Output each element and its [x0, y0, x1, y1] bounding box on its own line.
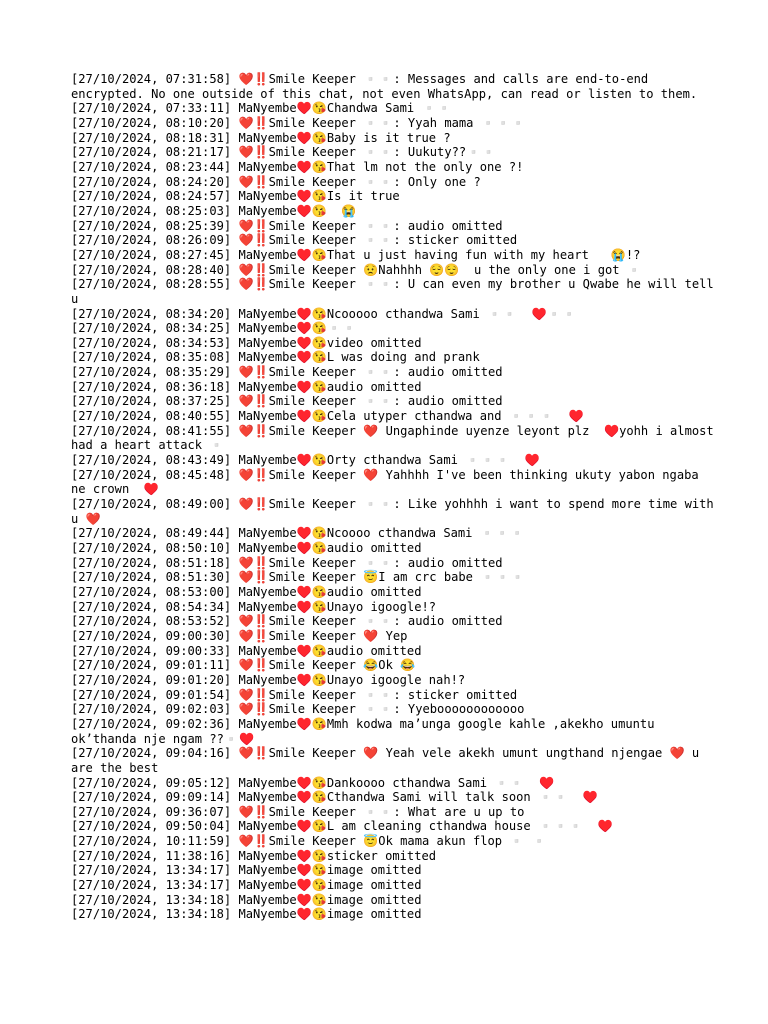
chat-line: [27/10/2024, 08:49:00] ❤️‼️Smile Keeper ▫️▫️: Like yohhhh i want to spend more time with u ❤️: [71, 497, 721, 526]
chat-line: [27/10/2024, 08:23:44] MaNyembe♥️😘That lm not the only one ?!: [71, 159, 524, 174]
chat-line: [27/10/2024, 09:04:16] ❤️‼️Smile Keeper ❤️ Yeah vele akekh umunt ungthand njengae ❤️ u are the best: [71, 746, 707, 775]
chat-line: [27/10/2024, 08:53:52] ❤️‼️Smile Keeper ▫️▫️: audio omitted: [71, 614, 503, 629]
chat-line: [27/10/2024, 09:01:54] ❤️‼️Smile Keeper ▫️▫️: sticker omitted: [71, 687, 518, 702]
chat-line: [27/10/2024, 08:37:25] ❤️‼️Smile Keeper ▫️▫️: audio omitted: [71, 394, 503, 409]
chat-line: [27/10/2024, 11:38:16] MaNyembe♥️😘sticker omitted: [71, 848, 437, 863]
chat-line: [27/10/2024, 08:34:20] MaNyembe♥️😘Ncooooo cthandwa Sami ▫️▫️ ♥️▫️▫️: [71, 306, 577, 321]
chat-line: [27/10/2024, 08:40:55] MaNyembe♥️😘Cela utyper cthandwa and ▫️▫️▫️ ♥️: [71, 409, 584, 424]
chat-line: [27/10/2024, 08:24:57] MaNyembe♥️😘Is it true: [71, 189, 400, 204]
chat-line: [27/10/2024, 08:36:18] MaNyembe♥️😘audio omitted: [71, 379, 422, 394]
chat-line: [27/10/2024, 08:35:29] ❤️‼️Smile Keeper ▫️▫️: audio omitted: [71, 365, 503, 380]
chat-line: [27/10/2024, 08:24:20] ❤️‼️Smile Keeper ▫️▫️: Only one ?: [71, 174, 481, 189]
chat-line: [27/10/2024, 09:00:30] ❤️‼️Smile Keeper ❤️ Yep: [71, 628, 408, 643]
chat-line: [27/10/2024, 09:01:11] ❤️‼️Smile Keeper 😂Ok 😂: [71, 658, 416, 673]
chat-line: [27/10/2024, 08:53:00] MaNyembe♥️😘audio omitted: [71, 584, 422, 599]
chat-line: [27/10/2024, 08:21:17] ❤️‼️Smile Keeper ▫️▫️: Uukuty??▫️▫️: [71, 145, 497, 160]
chat-line: [27/10/2024, 08:34:25] MaNyembe♥️😘▫️▫️: [71, 321, 357, 336]
chat-line: [27/10/2024, 08:41:55] ❤️‼️Smile Keeper ❤️ Ungaphinde uyenze leyont plz ♥️yohh i almost had a heart attack ▫️: [71, 423, 721, 453]
chat-line: [27/10/2024, 13:34:18] MaNyembe♥️😘image omitted: [71, 892, 422, 907]
chat-line: [27/10/2024, 08:54:34] MaNyembe♥️😘Unayo igoogle!?: [71, 599, 437, 614]
chat-line: [27/10/2024, 09:36:07] ❤️‼️Smile Keeper ▫️▫️: What are u up to: [71, 804, 525, 819]
chat-line: [27/10/2024, 09:09:14] MaNyembe♥️😘Cthandwa Sami will talk soon ▫️▫️ ♥️: [71, 790, 598, 805]
chat-line: [27/10/2024, 09:50:04] MaNyembe♥️😘L am cleaning cthandwa house ▫️▫️▫️ ♥️: [71, 819, 613, 834]
chat-line: [27/10/2024, 08:25:39] ❤️‼️Smile Keeper ▫️▫️: audio omitted: [71, 218, 503, 233]
chat-line: [27/10/2024, 08:50:10] MaNyembe♥️😘audio omitted: [71, 541, 422, 555]
chat-line: [27/10/2024, 08:45:48] ❤️‼️Smile Keeper ❤️ Yahhhh I've been thinking ukuty yabon ngaba ne crown ♥️: [71, 467, 706, 497]
chat-line: [27/10/2024, 08:26:09] ❤️‼️Smile Keeper ▫️▫️: sticker omitted: [71, 233, 518, 248]
chat-line: [27/10/2024, 09:01:20] MaNyembe♥️😘Unayo igoogle nah!?: [71, 672, 466, 687]
chat-line: [27/10/2024, 08:18:31] MaNyembe♥️😘Baby is it true ?: [71, 130, 451, 145]
chat-line: [27/10/2024, 08:28:55] ❤️‼️Smile Keeper ▫️▫️: U can even my brother u Qwabe he will tell u: [71, 277, 721, 306]
chat-line: [27/10/2024, 09:00:33] MaNyembe♥️😘audio omitted: [71, 643, 422, 658]
chat-line: [27/10/2024, 09:05:12] MaNyembe♥️😘Dankoooo cthandwa Sami ▫️▫️ ♥️: [71, 775, 555, 790]
chat-line: [27/10/2024, 08:43:49] MaNyembe♥️😘Orty cthandwa Sami ▫️▫️▫️ ♥️: [71, 453, 540, 468]
chat-line: [27/10/2024, 08:51:18] ❤️‼️Smile Keeper ▫️▫️: audio omitted: [71, 555, 503, 570]
chat-line: [27/10/2024, 08:25:03] MaNyembe♥️😘 😭: [71, 203, 357, 218]
chat-line: [27/10/2024, 08:51:30] ❤️‼️Smile Keeper 😇I am crc babe ▫️▫️▫️: [71, 570, 526, 585]
chat-line: [27/10/2024, 09:02:36] MaNyembe♥️😘Mmh kodwa ma’unga google kahle ,akekho umuntu ok’thanda nje ngam ??▫️♥️: [71, 716, 662, 746]
chat-line: [27/10/2024, 08:27:45] MaNyembe♥️😘That u just having fun with my heart 😭!?: [71, 247, 641, 262]
chat-line: [27/10/2024, 08:35:08] MaNyembe♥️😘L was doing and prank: [71, 350, 480, 365]
chat-line: [27/10/2024, 13:34:17] MaNyembe♥️😘image omitted: [71, 863, 422, 878]
chat-line: [27/10/2024, 07:31:58] ❤️‼️Smile Keeper ▫️▫️: Messages and calls are end-to-end encrypted. No one outside of this chat, not even WhatsApp, can read or listen to them.: [71, 72, 698, 101]
chat-line: [27/10/2024, 08:28:40] ❤️‼️Smile Keeper 😟Nahhhh 😌😌 u the only one i got ▫️: [71, 262, 642, 277]
chat-line: [27/10/2024, 13:34:17] MaNyembe♥️😘image omitted: [71, 878, 422, 893]
chat-line: [27/10/2024, 08:49:44] MaNyembe♥️😘Ncoooo cthandwa Sami ▫️▫️▫️: [71, 526, 525, 541]
chat-line: [27/10/2024, 13:34:18] MaNyembe♥️😘image omitted: [71, 907, 422, 922]
chat-line: [27/10/2024, 08:34:53] MaNyembe♥️😘video omitted: [71, 335, 422, 350]
chat-line: [27/10/2024, 10:11:59] ❤️‼️Smile Keeper 😇Ok mama akun flop ▫️ ▫️: [71, 834, 547, 849]
chat-line: [27/10/2024, 08:10:20] ❤️‼️Smile Keeper ▫️▫️: Yyah mama ▫️▫️▫️: [71, 115, 526, 130]
chat-line: [27/10/2024, 07:33:11] MaNyembe♥️😘Chandwa Sami ▫️▫️: [71, 101, 452, 116]
chat-log: [71, 72, 721, 922]
chat-line: [27/10/2024, 09:02:03] ❤️‼️Smile Keeper ▫️▫️: Yyeboooooooooooo: [71, 702, 525, 717]
